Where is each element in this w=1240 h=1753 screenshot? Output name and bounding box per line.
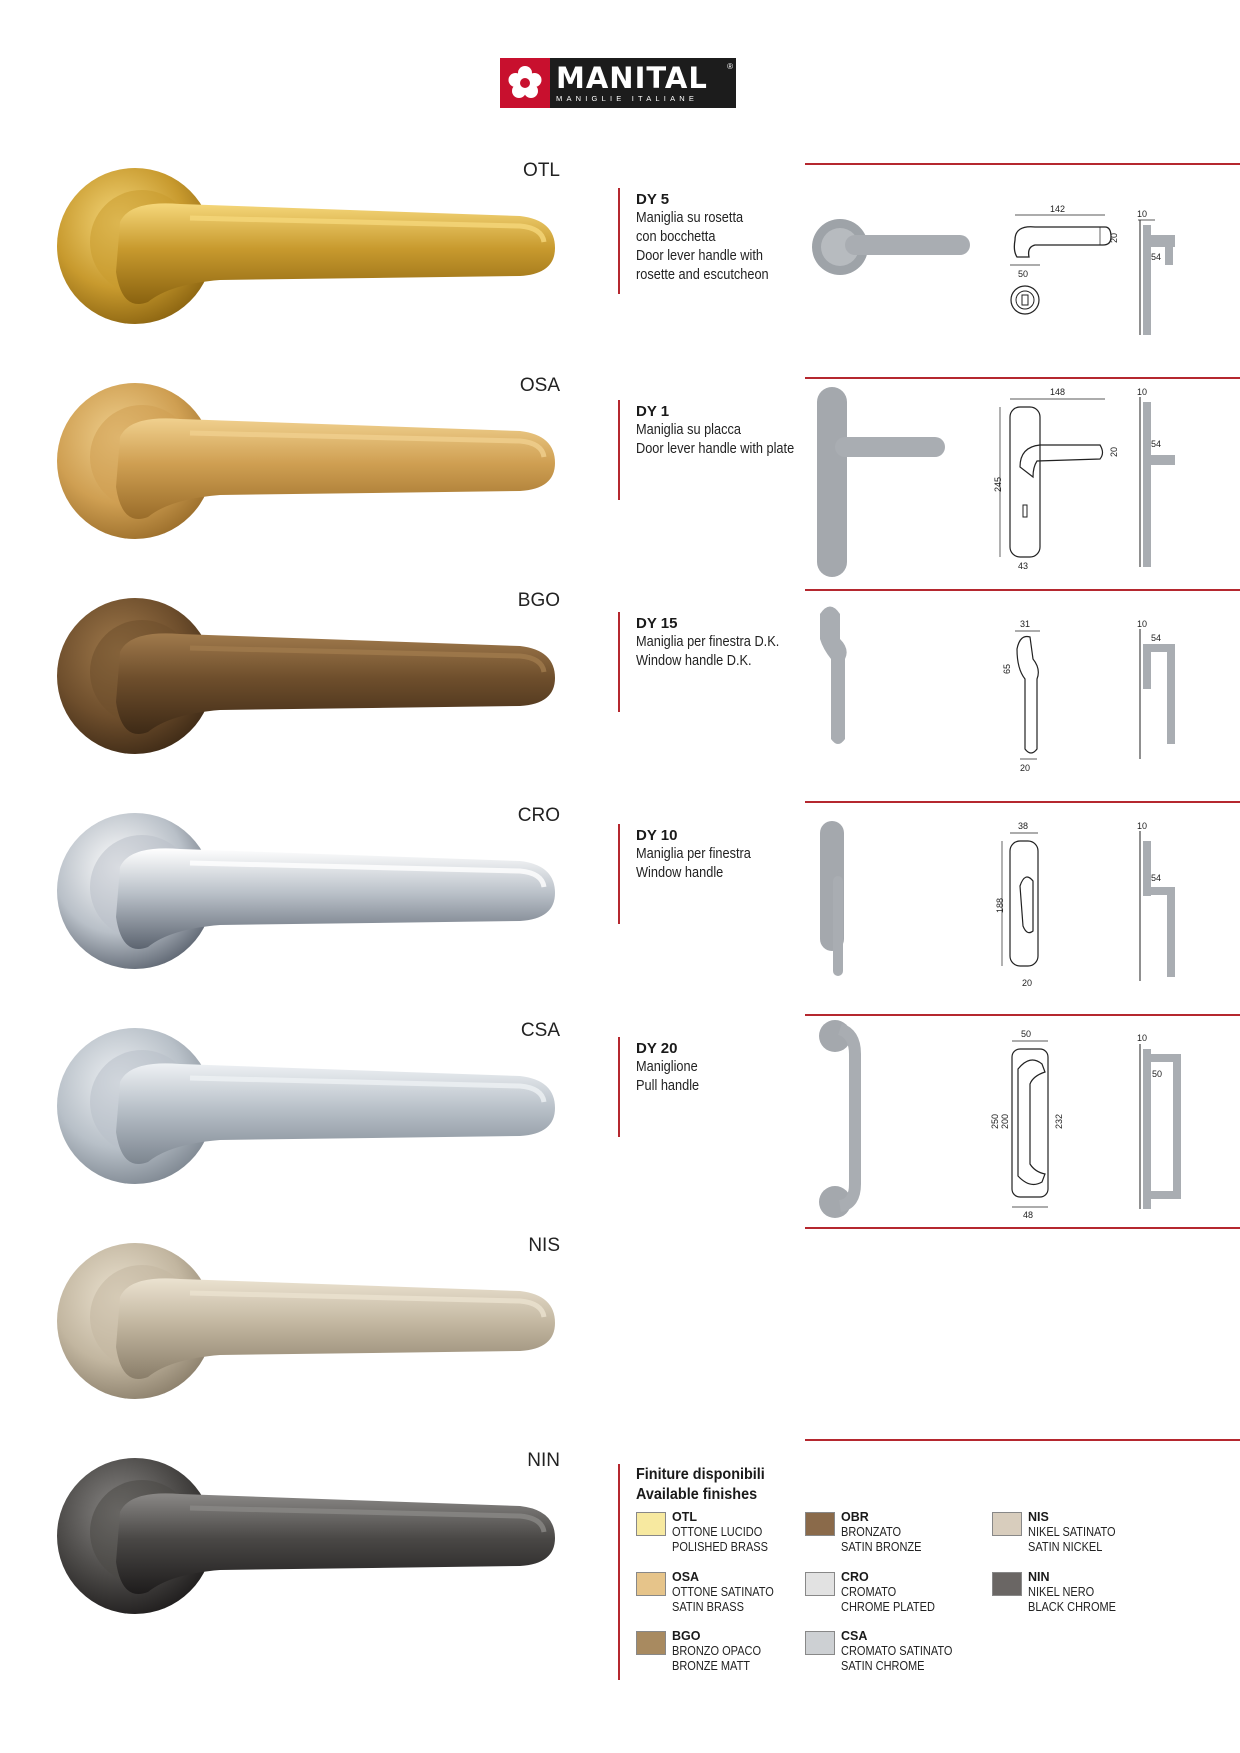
product-desc-line: con bocchetta (636, 229, 716, 245)
divider (805, 589, 1240, 591)
handle-photo-otl (50, 162, 570, 332)
dimension-label: 232 (1054, 1113, 1064, 1129)
product-bar (618, 824, 620, 924)
finish-code: OTL (672, 1510, 697, 1524)
technical-drawing (805, 801, 1240, 1006)
finish-legend-item (841, 1570, 948, 1615)
finish-name-it: CROMATO SATINATO (841, 1644, 953, 1658)
swatch-nin (992, 1572, 1022, 1596)
dimension-label: 50 (1021, 1029, 1032, 1039)
divider (805, 163, 1240, 165)
finish-legend-item (1028, 1570, 1128, 1615)
dimension-label: 20 (1109, 446, 1119, 457)
divider (805, 1014, 1240, 1016)
product-code: DY 20 (636, 1040, 678, 1057)
product-desc-line: Door lever handle with plate (636, 441, 795, 457)
finish-name-it: CROMATO (841, 1585, 897, 1599)
finish-name-it: OTTONE LUCIDO (672, 1525, 763, 1539)
handle-photo-nin (50, 1452, 570, 1622)
product-desc-line: Maniglia per finestra (636, 846, 751, 862)
handle-photo-bgo (50, 592, 570, 762)
divider (805, 377, 1240, 379)
product-desc-line: Pull handle (636, 1078, 700, 1094)
product-dy10 (636, 826, 767, 883)
finishes-legend (636, 1465, 779, 1505)
technical-drawing (805, 377, 1240, 582)
product-code: DY 1 (636, 403, 670, 420)
finish-legend-item (841, 1510, 932, 1555)
product-bar (618, 400, 620, 500)
dimension-label: 48 (1023, 1210, 1034, 1220)
product-desc-line: Door lever handle with (636, 248, 763, 264)
finish-label-nis: NIS (528, 1235, 560, 1256)
dimension-label: 20 (1022, 978, 1033, 988)
finish-name-it: NIKEL SATINATO (1028, 1525, 1116, 1539)
finish-label-bgo: BGO (517, 590, 560, 611)
finish-code: NIN (1028, 1570, 1050, 1584)
handle-photo-nis (50, 1237, 570, 1407)
dimension-label: 10 (1137, 209, 1148, 219)
product-desc-line: Maniglia su rosetta (636, 210, 744, 226)
finish-name-en: BRONZE MATT (672, 1659, 751, 1673)
dimension-label: 20 (1109, 232, 1119, 243)
finish-name-en: CHROME PLATED (841, 1600, 935, 1614)
technical-drawing (805, 589, 1240, 794)
product-code: DY 10 (636, 827, 678, 844)
swatch-nis (992, 1512, 1022, 1536)
divider (805, 1227, 1240, 1229)
dimension-label: 10 (1137, 821, 1148, 831)
dimension-label: 10 (1137, 387, 1148, 397)
product-code: DY 5 (636, 191, 670, 208)
product-dy15 (636, 614, 799, 671)
swatch-bgo (636, 1631, 666, 1655)
product-desc-line: Window handle (636, 865, 724, 881)
dimension-label: 250 (990, 1113, 1000, 1129)
finish-code: CSA (841, 1629, 868, 1643)
legend-title-it: Finiture disponibili (636, 1466, 765, 1483)
divider (805, 801, 1240, 803)
divider (805, 1439, 1240, 1441)
brand-name: MANITAL (556, 60, 708, 95)
finish-name-en: SATIN BRONZE (841, 1540, 922, 1554)
dimension-label: 38 (1018, 821, 1029, 831)
product-dy20 (636, 1039, 708, 1096)
technical-drawing (805, 165, 1240, 370)
legend-title-en: Available finishes (636, 1486, 758, 1503)
finish-name-en: BLACK CHROME (1028, 1600, 1117, 1614)
handle-photo-osa (50, 377, 570, 547)
finish-name-en: POLISHED BRASS (672, 1540, 768, 1554)
dimension-label: 43 (1018, 561, 1029, 571)
finish-code: BGO (672, 1629, 701, 1643)
finish-label-otl: OTL (523, 160, 560, 181)
finish-label-csa: CSA (520, 1020, 560, 1041)
finish-label-cro: CRO (517, 805, 560, 826)
finish-legend-item (1028, 1510, 1128, 1555)
technical-drawing (805, 1014, 1240, 1219)
finish-label-osa: OSA (519, 375, 560, 396)
finish-legend-item (672, 1570, 788, 1615)
brand-tagline: MANIGLIE ITALIANE (556, 93, 699, 103)
product-desc-line: Maniglia per finestra D.K. (636, 634, 780, 650)
dimension-label: 50 (1018, 269, 1029, 279)
finish-label-nin: NIN (527, 1450, 560, 1471)
dimension-label: 142 (1050, 204, 1066, 214)
finish-code: OSA (672, 1570, 700, 1584)
flower-logo-icon (500, 58, 550, 108)
finish-code: NIS (1028, 1510, 1049, 1524)
dimension-label: 148 (1050, 387, 1066, 397)
legend-bar (618, 1464, 620, 1680)
finish-name-it: BRONZATO (841, 1525, 902, 1539)
finish-name-it: OTTONE SATINATO (672, 1585, 774, 1599)
product-code: DY 15 (636, 615, 678, 632)
finish-name-it: NIKEL NERO (1028, 1585, 1095, 1599)
dimension-label: 54 (1151, 633, 1162, 643)
swatch-cro (805, 1572, 835, 1596)
dimension-label: 245 (993, 476, 1003, 492)
handle-photo-csa (50, 1022, 570, 1192)
product-desc-line: rosette and escutcheon (636, 267, 769, 283)
finish-code: OBR (841, 1510, 869, 1524)
dimension-label: 20 (1020, 763, 1031, 773)
dimension-label: 54 (1151, 873, 1162, 883)
finish-name-en: SATIN NICKEL (1028, 1540, 1103, 1554)
product-desc-line: Maniglia su placca (636, 422, 741, 438)
finish-code: CRO (841, 1570, 869, 1584)
product-desc-line: Window handle D.K. (636, 653, 752, 669)
brand-logo (500, 58, 736, 108)
swatch-otl (636, 1512, 666, 1536)
finish-name-en: SATIN CHROME (841, 1659, 925, 1673)
finish-legend-item (841, 1629, 968, 1674)
dimension-label: 188 (995, 897, 1005, 913)
dimension-label: 54 (1151, 252, 1162, 262)
swatch-osa (636, 1572, 666, 1596)
registered-mark: ® (727, 62, 733, 71)
dimension-label: 31 (1020, 619, 1031, 629)
dimension-label: 10 (1137, 1033, 1148, 1043)
dimension-label: 54 (1151, 439, 1162, 449)
product-bar (618, 1037, 620, 1137)
product-dy5 (636, 190, 787, 285)
finish-legend-item (672, 1629, 773, 1674)
swatch-obr (805, 1512, 835, 1536)
swatch-csa (805, 1631, 835, 1655)
dimension-label: 65 (1002, 663, 1012, 674)
finish-legend-item (672, 1510, 781, 1555)
dimension-label: 50 (1152, 1069, 1163, 1079)
product-bar (618, 612, 620, 712)
dimension-label: 10 (1137, 619, 1148, 629)
handle-photo-cro (50, 807, 570, 977)
product-dy1 (636, 402, 816, 459)
dimension-label: 200 (1000, 1113, 1010, 1129)
product-bar (618, 188, 620, 294)
finish-name-it: BRONZO OPACO (672, 1644, 762, 1658)
finish-name-en: SATIN BRASS (672, 1600, 744, 1614)
product-desc-line: Maniglione (636, 1059, 698, 1075)
